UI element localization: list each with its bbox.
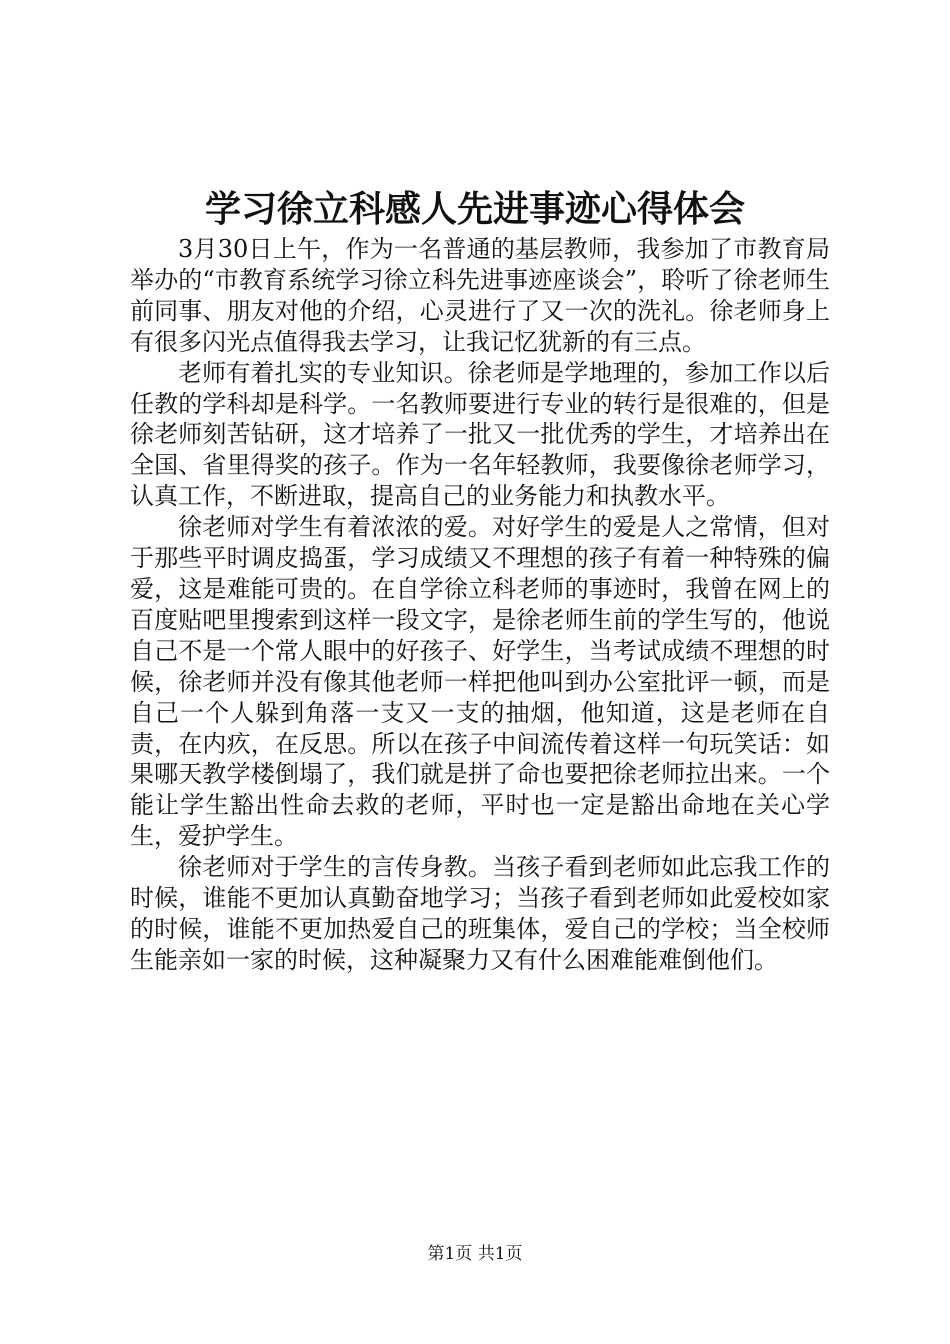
paragraph-1: 3月30日上午，作为一名普通的基层教师，我参加了市教育局举办的“市教育系统学习徐立科先进事迹座谈会”，聆听了徐老师生前同事、朋友对他的介绍，心灵进行了又一次的洗礼。徐老师身上有很多闪光点值得我去学习，让我记忆犹新的有三点。 — [130, 235, 830, 356]
document-title: 学习徐立科感人先进事迹心得体会 — [204, 188, 745, 230]
page-footer: 第1页 共1页 — [427, 1244, 523, 1264]
document-body — [130, 234, 830, 976]
paragraph-4: 徐老师对于学生的言传身教。当孩子看到老师如此忘我工作的时候，谁能不更加认真勤奋地学习；当孩子看到老师如此爱校如家的时候，谁能不更加热爱自己的班集体，爱自己的学校；当全校师生能亲如一家的时候，这种凝聚力又有什么困难能难倒他们。 — [130, 853, 830, 974]
paragraph-3: 徐老师对学生有着浓浓的爱。对好学生的爱是人之常情，但对于那些平时调皮捣蛋，学习成绩又不理想的孩子有着一种特殊的偏爱，这是难能可贵的。在自学徐立科老师的事迹时，我曾在网上的百度贴吧里搜索到这样一段文字，是徐老师生前的学生写的，他说自己不是一个常人眼中的好孩子、好学生，当考试成绩不理想的时候，徐老师并没有像其他老师一样把他叫到办公室批评一顿，而是自己一个人躲到角落一支又一支的抽烟，他知道，这是老师在自责，在内疚，在反思。所以在孩子中间流传着这样一句玩笑话：如果哪天教学楼倒塌了，我们就是拼了命也要把徐老师拉出来。一个能让学生豁出性命去救的老师，平时也一定是豁出命地在关心学生，爱护学生。 — [130, 513, 830, 851]
paragraph-2: 老师有着扎实的专业知识。徐老师是学地理的，参加工作以后任教的学科却是科学。一名教师要进行专业的转行是很难的，但是徐老师刻苦钻研，这才培养了一批又一批优秀的学生，才培养出在全国、省里得奖的孩子。作为一名年轻教师，我要像徐老师学习，认真工作，不断进取，提高自己的业务能力和执教水平。 — [130, 358, 830, 511]
